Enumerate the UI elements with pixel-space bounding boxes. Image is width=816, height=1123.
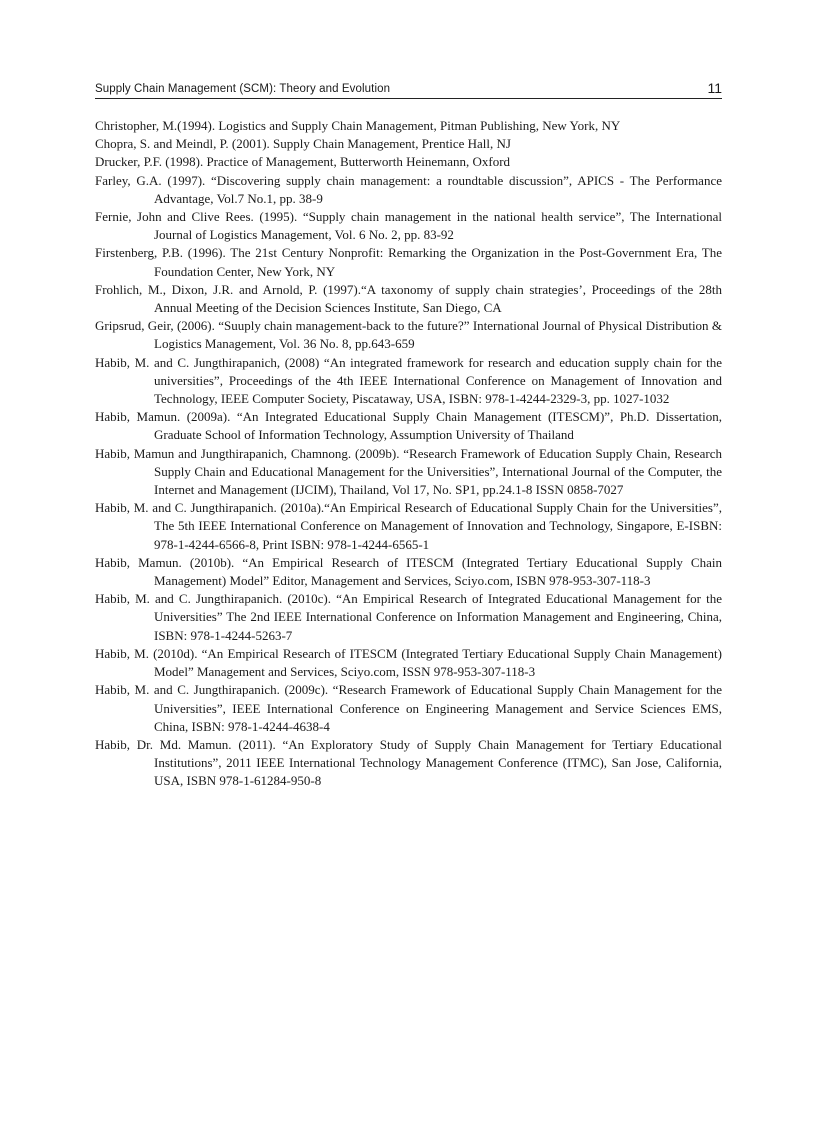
running-header — [95, 80, 722, 99]
header-title: Supply Chain Management (SCM): Theory and Evolution — [95, 83, 391, 95]
reference-entry: Habib, Dr. Md. Mamun. (2011). “An Exploratory Study of Supply Chain Management for Tertiary Educational Institutions”, 2011 IEEE International Technology Management Conference (ITMC), San Jose, California, USA, ISBN 978-1-61284-950-8 — [95, 736, 722, 789]
reference-entry: Chopra, S. and Meindl, P. (2001). Supply Chain Management, Prentice Hall, NJ — [95, 136, 511, 152]
reference-entry: Habib, M. and C. Jungthirapanich, (2008) “An integrated framework for research and education supply chain for the universities”, Proceedings of the 4th IEEE International Conference on Management of Innovation and Technology, IEEE Computer Society, Piscataway, USA, ISBN: 978-1-4244-2329-3, pp. 1027-1032 — [95, 354, 722, 407]
reference-entry: Fernie, John and Clive Rees. (1995). “Supply chain management in the national health service”, The International Journal of Logistics Management, Vol. 6 No. 2, pp. 83-92 — [95, 209, 722, 243]
reference-entry: Habib, M. and C. Jungthirapanich. (2010a).“An Empirical Research of Educational Supply Chain for the Universities”, The 5th IEEE International Conference on Management of Innovation and Technology, Singapore, E-ISBN: 978-1-4244-6566-8, Print ISBN: 978-1-4244-6565-1 — [95, 500, 722, 552]
reference-entry: Farley, G.A. (1997). “Discovering supply chain management: a roundtable discussion”, APICS - The Performance Advantage, Vol.7 No.1, pp. 38-9 — [95, 172, 722, 206]
reference-list — [95, 117, 722, 791]
reference-entry: Frohlich, M., Dixon, J.R. and Arnold, P. (1997).“A taxonomy of supply chain strategies’, Proceedings of the 28th Annual Meeting of the Decision Sciences Institute, San Diego, CA — [95, 281, 722, 316]
reference-entry: Habib, Mamun. (2010b). “An Empirical Research of ITESCM (Integrated Tertiary Educational Supply Chain Management) Model” Editor, Management and Services, Sciyo.com, ISBN 978-953-307-118-3 — [95, 554, 722, 589]
reference-entry: Habib, M. and C. Jungthirapanich. (2009c). “Research Framework of Educational Supply Chain Management for the Universities”, IEEE International Conference on Engineering Management and Service Sciences EMS, China, ISBN: 978-1-4244-4638-4 — [95, 682, 722, 734]
reference-entry: Habib, M. (2010d). “An Empirical Research of ITESCM (Integrated Tertiary Educational Supply Chain Management) Model” Management and Services, Sciyo.com, ISSN 978-953-307-118-3 — [95, 645, 722, 680]
reference-entry: Gripsrud, Geir, (2006). “Suuply chain management-back to the future?” International Journal of Physical Distribution & Logistics Management, Vol. 36 No. 8, pp.643-659 — [95, 318, 722, 352]
reference-entry: Christopher, M.(1994). Logistics and Supply Chain Management, Pitman Publishing, New York, NY — [95, 118, 621, 133]
reference-entry: Habib, Mamun and Jungthirapanich, Chamnong. (2009b). “Research Framework of Education Supply Chain, Research Supply Chain and Educational Management for the Universities”, International Journal of the Computer, the Internet and Management (IJCIM), Thailand, Vol 17, No. SP1, pp.24.1-8 ISSN 0858-7027 — [95, 445, 722, 498]
reference-entry: Habib, M. and C. Jungthirapanich. (2010c). “An Empirical Research of Integrated Educational Management for the Universities” The 2nd IEEE International Conference on Information Management and Engineering, China, ISBN: 978-1-4244-5263-7 — [95, 591, 722, 643]
reference-entry: Firstenberg, P.B. (1996). The 21st Century Nonprofit: Remarking the Organization in the Post-Government Era, The Foundation Center, New York, NY — [95, 245, 722, 279]
page-number: 11 — [707, 80, 722, 96]
reference-entry: Drucker, P.F. (1998). Practice of Management, Butterworth Heinemann, Oxford — [95, 154, 511, 170]
reference-entry: Habib, Mamun. (2009a). “An Integrated Educational Supply Chain Management (ITESCM)”, Ph.D. Dissertation, Graduate School of Information Technology, Assumption University of Thailand — [95, 409, 722, 443]
